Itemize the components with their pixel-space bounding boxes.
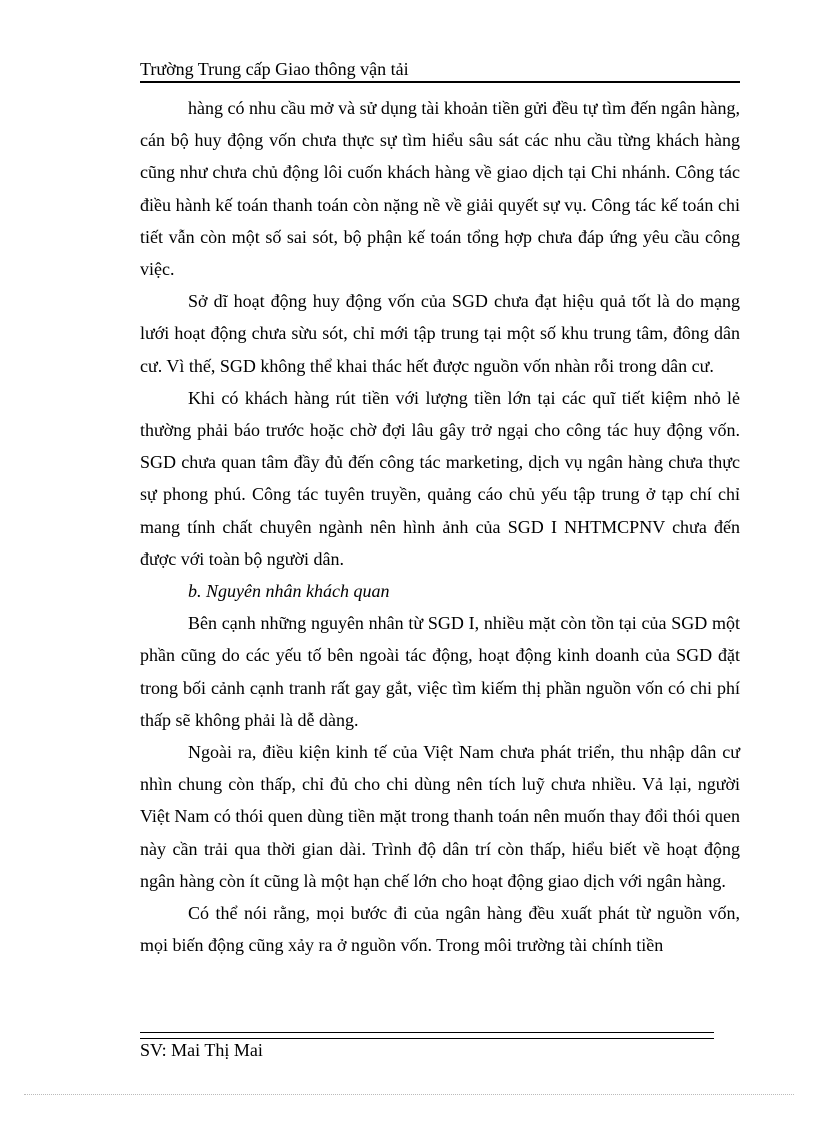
paragraph-4: Bên cạnh những nguyên nhân từ SGD I, nhiều mặt còn tồn tại của SGD một phần cũng do các yếu tố bên ngoài tác động, hoạt động kinh doanh của SGD đặt trong bối cảnh cạnh tranh rất gay gắt, việc tìm kiếm thị phần nguồn vốn có chi phí thấp sẽ không phải là dễ dàng. bbox=[140, 613, 740, 730]
header-divider bbox=[140, 81, 740, 83]
paragraph-2: Sở dĩ hoạt động huy động vốn của SGD chưa đạt hiệu quả tốt là do mạng lưới hoạt động chưa sừu sót, chỉ mới tập trung tại một số khu trung tâm, đông dân cư. Vì thế, SGD không thể khai thác hết được nguồn vốn nhàn rỗi trong dân cư. bbox=[140, 291, 740, 376]
page-header bbox=[140, 55, 740, 83]
page-bottom-border bbox=[24, 1094, 794, 1095]
section-heading: b. Nguyên nhân khách quan bbox=[188, 581, 390, 602]
paragraph-3: Khi có khách hàng rút tiền với lượng tiền lớn tại các quĩ tiết kiệm nhỏ lẻ thường phải báo trước hoặc chờ đợi lâu gây trở ngại cho công tác huy động vốn. SGD chưa quan tâm đầy đủ đến công tác marketing, dịch vụ ngân hàng chưa thực sự phong phú. Công tác tuyên truyền, quảng cáo chủ yếu tập trung ở tạp chí chỉ mang tính chất chuyên ngành nên hình ảnh của SGD I NHTMCPNV chưa đến được với toàn bộ người dân. bbox=[140, 387, 740, 569]
paragraph-6: Có thể nói rằng, mọi bước đi của ngân hàng đều xuất phát từ nguồn vốn, mọi biến động cũng xảy ra ở nguồn vốn. Trong môi trường tài chính tiền bbox=[140, 903, 740, 956]
paragraph-5: Ngoài ra, điều kiện kinh tế của Việt Nam chưa phát triển, thu nhập dân cư nhìn chung còn thấp, chỉ đủ cho chi dùng nên tích luỹ chưa nhiều. Vả lại, người Việt Nam có thói quen dùng tiền mặt trong thanh toán nên muốn thay đổi thói quen này cần trải qua thời gian dài. Trình độ dân trí còn thấp, hiểu biết về hoạt động ngân hàng còn ít cũng là một hạn chế lớn cho hoạt động giao dịch với ngân hàng. bbox=[140, 742, 740, 891]
footer-divider bbox=[140, 1032, 714, 1039]
document-body bbox=[140, 92, 740, 961]
footer-author: SV: Mai Thị Mai bbox=[140, 1040, 263, 1060]
school-name: Trường Trung cấp Giao thông vận tải bbox=[140, 59, 409, 79]
paragraph-1: hàng có nhu cầu mở và sử dụng tài khoản tiền gửi đều tự tìm đến ngân hàng, cán bộ huy động vốn chưa thực sự tìm hiểu sâu sát các nhu cầu từng khách hàng cũng như chưa chủ động lôi cuốn khách hàng về giao dịch tại Chi nhánh. Công tác điều hành kế toán thanh toán còn nặng nề về giải quyết sự vụ. Công tác kế toán chi tiết vẫn còn một số sai sót, bộ phận kế toán tổng hợp chưa đáp ứng yêu cầu công việc. bbox=[140, 98, 740, 280]
